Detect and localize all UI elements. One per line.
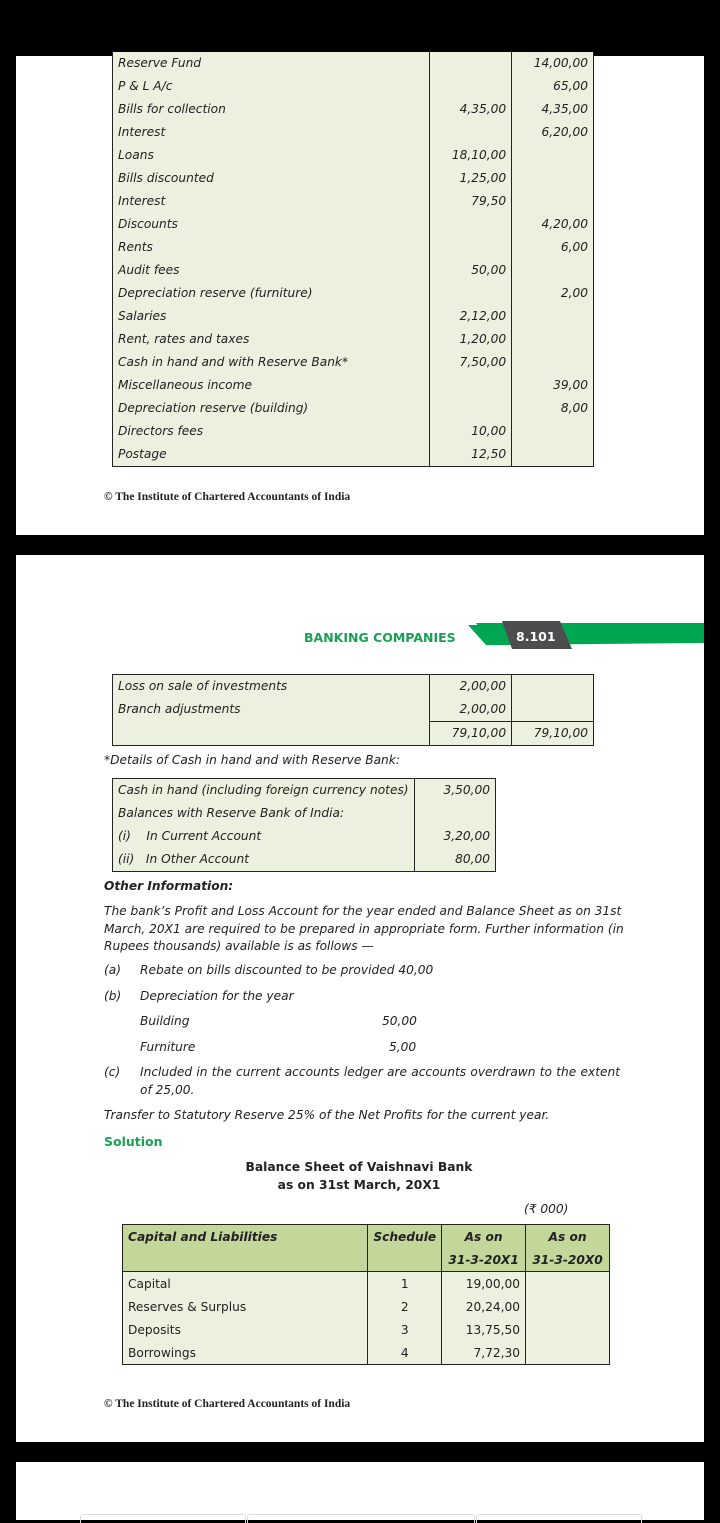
credit-amount: 39,00 bbox=[512, 374, 594, 397]
debit-amount bbox=[430, 52, 512, 75]
furniture-value: 5,00 bbox=[389, 1040, 417, 1054]
credit-amount bbox=[512, 144, 594, 167]
account-name: P & L A/c bbox=[113, 75, 430, 98]
item-c-text: Included in the current accounts ledger are accounts overdrawn to the extent of 25,00. bbox=[140, 1065, 620, 1097]
debit-amount bbox=[430, 397, 512, 420]
table-row bbox=[113, 190, 594, 213]
debit-amount bbox=[430, 75, 512, 98]
col-current-year-l2: 31-3-20X1 bbox=[442, 1248, 526, 1272]
debit-amount: 1,20,00 bbox=[430, 328, 512, 351]
credit-amount: 4,20,00 bbox=[512, 213, 594, 236]
debit-amount bbox=[430, 213, 512, 236]
account-name: Rents bbox=[113, 236, 430, 259]
account-name: Loans bbox=[113, 144, 430, 167]
trial-balance-table-continued bbox=[112, 52, 594, 467]
debit-amount bbox=[430, 236, 512, 259]
transfer-note: Transfer to Statutory Reserve 25% of the Net Profits for the current year. bbox=[104, 1108, 550, 1122]
col-current-year-l1: As on bbox=[442, 1225, 526, 1249]
credit-amount: 65,00 bbox=[512, 75, 594, 98]
table-row bbox=[113, 98, 594, 121]
table-row bbox=[113, 825, 496, 848]
cash-detail-label: Cash in hand (including foreign currency notes) bbox=[113, 779, 415, 803]
chapter-title: BANKING COMPANIES bbox=[304, 630, 456, 645]
cash-detail-value: 80,00 bbox=[414, 848, 495, 872]
col-schedule: Schedule bbox=[368, 1225, 442, 1249]
debit-amount: 4,35,00 bbox=[430, 98, 512, 121]
building-value: 50,00 bbox=[382, 1014, 417, 1028]
liability-name: Borrowings bbox=[123, 1341, 368, 1365]
item-c-marker: (c) bbox=[104, 1065, 121, 1079]
debit-amount: 79,50 bbox=[430, 190, 512, 213]
col-capital-liabilities: Capital and Liabilities bbox=[123, 1225, 368, 1249]
table-row bbox=[113, 121, 594, 144]
credit-amount bbox=[512, 259, 594, 282]
furniture-label: Furniture bbox=[140, 1040, 196, 1054]
credit-amount bbox=[512, 675, 594, 699]
table-row bbox=[113, 236, 594, 259]
balance-sheet-title-line2: as on 31st March, 20X1 bbox=[277, 1178, 441, 1192]
item-b-marker: (b) bbox=[104, 989, 122, 1003]
item-b-text: Depreciation for the year bbox=[140, 989, 294, 1003]
account-name: Interest bbox=[113, 121, 430, 144]
balance-sheet-row bbox=[123, 1295, 610, 1318]
item-a-marker: (a) bbox=[104, 963, 121, 977]
balance-sheet-title-line1: Balance Sheet of Vaishnavi Bank bbox=[245, 1160, 473, 1174]
cash-detail-label: Balances with Reserve Bank of India: bbox=[113, 802, 415, 825]
col-previous-year-l1: As on bbox=[526, 1225, 610, 1249]
account-name: Depreciation reserve (furniture) bbox=[113, 282, 430, 305]
account-name: Loss on sale of investments bbox=[113, 675, 430, 699]
other-info-paragraph: The bank’s Profit and Loss Account for the year ended and Balance Sheet as on 31st March, 20X1 are required to be prepared in appropriate form. Further information (in Rupees thousands) available is as follows — bbox=[104, 904, 624, 953]
balance-sheet-table bbox=[122, 1224, 610, 1365]
table-row bbox=[113, 75, 594, 98]
table-row bbox=[113, 698, 594, 722]
credit-amount bbox=[512, 305, 594, 328]
credit-amount bbox=[512, 190, 594, 213]
balance-sheet-title bbox=[206, 1158, 512, 1194]
credit-amount: 2,00 bbox=[512, 282, 594, 305]
unit-note: (₹ 000) bbox=[524, 1202, 569, 1216]
account-name: Miscellaneous income bbox=[113, 374, 430, 397]
debit-amount: 1,25,00 bbox=[430, 167, 512, 190]
document-page-1 bbox=[16, 56, 704, 535]
table-top-cell bbox=[247, 1514, 475, 1523]
debit-amount: 12,50 bbox=[430, 443, 512, 467]
trial-balance-table-end bbox=[112, 674, 594, 746]
credit-amount: 14,00,00 bbox=[512, 52, 594, 75]
table-row bbox=[113, 848, 496, 872]
total-credit: 79,10,00 bbox=[512, 722, 594, 746]
document-page-2 bbox=[16, 555, 704, 1442]
credit-amount: 6,00 bbox=[512, 236, 594, 259]
item-a-text: Rebate on bills discounted to be provided 40,00 bbox=[140, 963, 434, 977]
total-debit: 79,10,00 bbox=[430, 722, 512, 746]
account-name: Discounts bbox=[113, 213, 430, 236]
account-name: Branch adjustments bbox=[113, 698, 430, 722]
table-row bbox=[113, 213, 594, 236]
balance-sheet-row bbox=[123, 1272, 610, 1296]
debit-amount bbox=[430, 374, 512, 397]
cash-detail-value bbox=[414, 802, 495, 825]
table-row bbox=[113, 443, 594, 467]
totals-label-empty bbox=[113, 722, 430, 746]
table-row bbox=[113, 328, 594, 351]
building-label: Building bbox=[140, 1014, 190, 1028]
current-year-amount: 20,24,00 bbox=[442, 1295, 526, 1318]
schedule-number: 4 bbox=[368, 1341, 442, 1365]
current-year-amount: 7,72,30 bbox=[442, 1341, 526, 1365]
table-row bbox=[113, 52, 594, 75]
page-header-banner bbox=[456, 621, 704, 651]
account-name: Rent, rates and taxes bbox=[113, 328, 430, 351]
credit-amount bbox=[512, 420, 594, 443]
credit-amount bbox=[512, 167, 594, 190]
credit-amount bbox=[512, 351, 594, 374]
account-name: Salaries bbox=[113, 305, 430, 328]
table-row bbox=[113, 397, 594, 420]
cash-detail-label: (ii) In Other Account bbox=[113, 848, 415, 872]
debit-amount: 10,00 bbox=[430, 420, 512, 443]
table-top-cell bbox=[80, 1514, 246, 1523]
cash-detail-value: 3,50,00 bbox=[414, 779, 495, 803]
copyright-footer: © The Institute of Chartered Accountants of India bbox=[104, 1398, 351, 1410]
balance-sheet-row bbox=[123, 1318, 610, 1341]
table-top-cell bbox=[476, 1514, 642, 1523]
cash-details-table bbox=[112, 778, 496, 872]
schedule-number: 2 bbox=[368, 1295, 442, 1318]
liability-name: Deposits bbox=[123, 1318, 368, 1341]
table-row bbox=[113, 167, 594, 190]
schedule-number: 3 bbox=[368, 1318, 442, 1341]
account-name: Bills for collection bbox=[113, 98, 430, 121]
page-number: 8.101 bbox=[516, 629, 556, 644]
cash-detail-value: 3,20,00 bbox=[414, 825, 495, 848]
credit-amount: 8,00 bbox=[512, 397, 594, 420]
table-row bbox=[113, 675, 594, 699]
previous-year-amount bbox=[526, 1341, 610, 1365]
debit-amount: 2,00,00 bbox=[430, 698, 512, 722]
current-year-amount: 13,75,50 bbox=[442, 1318, 526, 1341]
debit-amount bbox=[430, 121, 512, 144]
table-row bbox=[113, 282, 594, 305]
table-row bbox=[113, 305, 594, 328]
account-name: Cash in hand and with Reserve Bank* bbox=[113, 351, 430, 374]
cash-detail-label: (i) In Current Account bbox=[113, 825, 415, 848]
debit-amount: 2,00,00 bbox=[430, 675, 512, 699]
debit-amount: 7,50,00 bbox=[430, 351, 512, 374]
liability-name: Capital bbox=[123, 1272, 368, 1296]
balance-sheet-row bbox=[123, 1341, 610, 1365]
liability-name: Reserves & Surplus bbox=[123, 1295, 368, 1318]
account-name: Audit fees bbox=[113, 259, 430, 282]
table-row bbox=[113, 374, 594, 397]
debit-amount bbox=[430, 282, 512, 305]
table-row bbox=[113, 351, 594, 374]
account-name: Directors fees bbox=[113, 420, 430, 443]
other-info-heading: Other Information: bbox=[104, 879, 234, 893]
table-row bbox=[113, 779, 496, 803]
debit-amount: 2,12,00 bbox=[430, 305, 512, 328]
table-row bbox=[113, 144, 594, 167]
current-year-amount: 19,00,00 bbox=[442, 1272, 526, 1296]
account-name: Reserve Fund bbox=[113, 52, 430, 75]
credit-amount bbox=[512, 328, 594, 351]
debit-amount: 50,00 bbox=[430, 259, 512, 282]
account-name: Postage bbox=[113, 443, 430, 467]
previous-year-amount bbox=[526, 1295, 610, 1318]
table-row bbox=[113, 420, 594, 443]
account-name: Bills discounted bbox=[113, 167, 430, 190]
account-name: Interest bbox=[113, 190, 430, 213]
credit-amount: 4,35,00 bbox=[512, 98, 594, 121]
previous-year-amount bbox=[526, 1318, 610, 1341]
solution-label: Solution bbox=[104, 1134, 163, 1149]
credit-amount bbox=[512, 698, 594, 722]
credit-amount: 6,20,00 bbox=[512, 121, 594, 144]
cash-details-heading: *Details of Cash in hand and with Reserve Bank: bbox=[104, 753, 400, 767]
totals-row bbox=[113, 722, 594, 746]
table-row bbox=[113, 802, 496, 825]
col-previous-year-l2: 31-3-20X0 bbox=[526, 1248, 610, 1272]
schedule-number: 1 bbox=[368, 1272, 442, 1296]
table-row bbox=[113, 259, 594, 282]
previous-year-amount bbox=[526, 1272, 610, 1296]
debit-amount: 18,10,00 bbox=[430, 144, 512, 167]
copyright-footer: © The Institute of Chartered Accountants of India bbox=[104, 491, 351, 503]
credit-amount bbox=[512, 443, 594, 467]
document-page-3 bbox=[16, 1462, 704, 1520]
account-name: Depreciation reserve (building) bbox=[113, 397, 430, 420]
